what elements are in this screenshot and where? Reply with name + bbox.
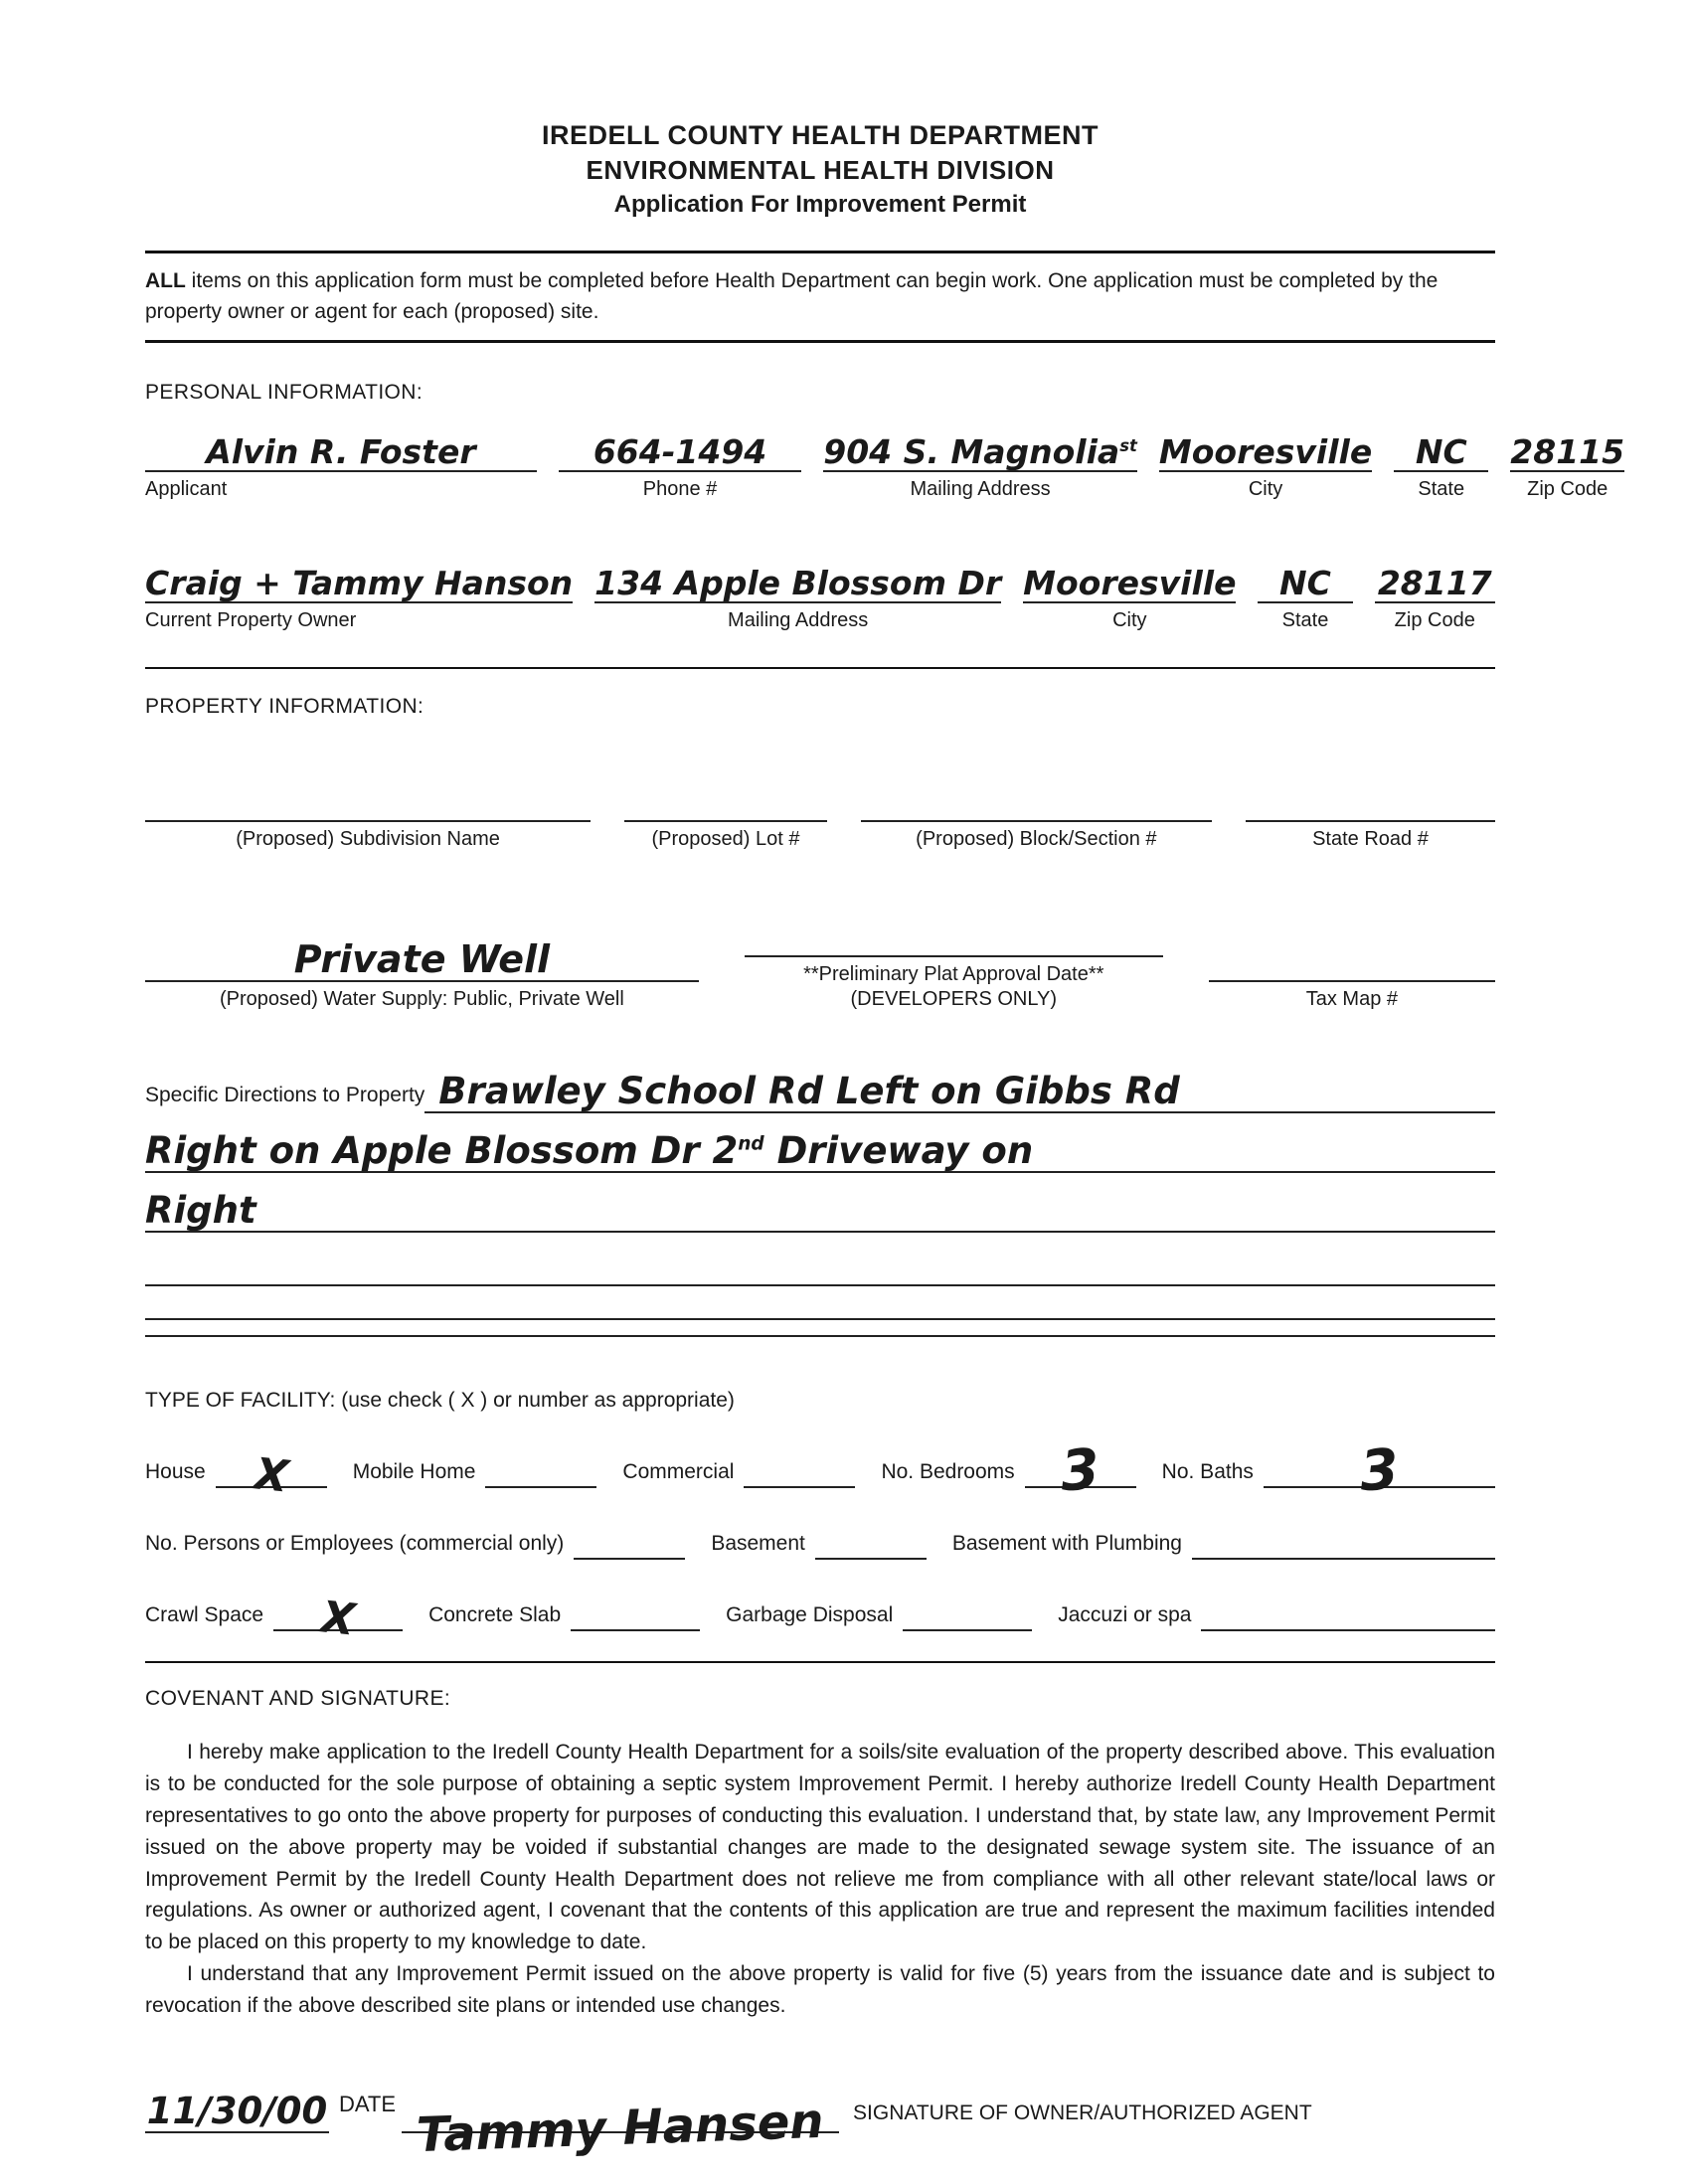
commercial-line [744,1456,855,1488]
directions-value-1: Brawley School Rd Left on Gibbs Rd [438,1069,1180,1112]
state-1-label: State [1418,477,1465,500]
city-1-line [1159,422,1372,472]
intro-lead-word: ALL [145,268,186,292]
mailing-address-1-value: 904 S. Magnolia [823,431,1120,471]
concrete-slab-label: Concrete Slab [428,1602,562,1626]
mobile-home-line [485,1456,596,1488]
field-plat-approval-date [745,908,1163,1012]
bedrooms-value: 3 [1058,1436,1102,1505]
plat-approval-label-line2: (DEVELOPERS ONLY) [850,987,1057,1010]
directions-value-3: Right [145,1188,256,1232]
intro-text: items on this application form must be completed before Health Department can begin work. One application must be completed by the property owner or agent for each (proposed) site. [145,268,1439,324]
state-1-line [1394,422,1488,472]
city-2-label: City [1112,608,1147,631]
directions-row-1 [145,1060,1495,1113]
phone-value: 664-1494 [593,431,767,471]
phone-label: Phone # [642,477,718,500]
field-city-2 [1023,554,1236,633]
owner-value: Craig + Tammy Hanson [145,563,574,602]
water-supply-row [145,908,1495,1012]
directions-row-2 [145,1119,1495,1173]
basement-line [815,1528,927,1560]
divider [145,1661,1495,1663]
persons-line [574,1528,685,1560]
house-value: X [252,1448,291,1503]
jaccuzi-label: Jaccuzi or spa [1058,1602,1192,1626]
city-1-value: Mooresville [1158,431,1373,471]
covenant-paragraph-2: I understand that any Improvement Permit issued on the above property is valid for five (5) years from the issuance date and is subject to revocation if the above described site plans or intended use changes. [145,1962,1495,2018]
field-state-2 [1258,554,1352,633]
divider [145,340,1495,343]
basement-label: Basement [711,1531,805,1555]
crawl-space-value: X [318,1592,358,1646]
directions-line-1 [424,1060,1495,1113]
mailing-address-1-line [823,422,1137,472]
basement-plumbing-label: Basement with Plumbing [951,1531,1182,1555]
city-2-line [1023,554,1236,603]
concrete-slab-line [571,1599,700,1631]
jaccuzi-line [1201,1599,1495,1631]
divider [145,667,1495,669]
field-tax-map [1209,932,1495,1012]
field-zip-2 [1375,554,1496,633]
date-line [145,2078,329,2133]
lot-label: (Proposed) Lot # [651,827,800,850]
page-title: Application For Improvement Permit [613,190,1027,218]
applicant-line [145,422,537,472]
directions-value-2-post: Driveway on [763,1128,1034,1172]
lot-line [624,788,827,822]
field-lot-number [624,788,827,852]
block-section-line [861,788,1212,822]
plat-approval-label-line1: **Preliminary Plat Approval Date** [803,962,1104,985]
state-1-value: NC [1415,431,1467,471]
water-supply-line [145,932,699,982]
mailing-address-2-label: Mailing Address [728,608,869,631]
personal-information-heading: PERSONAL INFORMATION: [145,380,424,404]
field-zip-1 [1510,422,1624,502]
bedrooms-label: No. Bedrooms [881,1459,1015,1483]
field-applicant [145,422,537,502]
water-supply-label: (Proposed) Water Supply: Public, Private Well [219,987,624,1010]
subdivision-line [145,788,591,822]
field-mailing-address-1 [823,422,1137,502]
house-line [216,1448,327,1503]
city-1-label: City [1248,477,1283,500]
directions-line-2 [145,1119,1495,1173]
plat-approval-label [745,957,1163,1012]
state-2-label: State [1281,608,1329,631]
garbage-disposal-line [903,1599,1032,1631]
commercial-label: Commercial [622,1459,735,1483]
bedrooms-line [1025,1436,1136,1505]
state-road-label: State Road # [1312,827,1429,850]
mobile-home-label: Mobile Home [352,1459,476,1483]
zip-1-value: 28115 [1510,431,1625,471]
state-road-line [1246,788,1495,822]
facility-heading-label: TYPE OF FACILITY: [145,1388,336,1412]
mailing-address-2-value: 134 Apple Blossom Dr [594,563,1002,602]
directions-value-2-sup: nd [738,1133,764,1155]
zip-2-value: 28117 [1377,563,1492,602]
facility-row-3 [145,1592,1495,1646]
subdivision-label: (Proposed) Subdivision Name [236,827,500,850]
state-2-value: NC [1279,563,1331,602]
plat-approval-line [745,908,1163,957]
field-city-1 [1159,422,1372,502]
state-2-line [1258,554,1352,603]
zip-1-label: Zip Code [1527,477,1609,500]
facility-heading-note: (use check ( X ) or number as appropriate) [341,1388,735,1412]
owner-row [145,554,1495,633]
baths-value: 3 [1357,1436,1402,1505]
header-department: IREDELL COUNTY HEALTH DEPARTMENT [541,120,1099,150]
field-block-section [861,788,1212,852]
garbage-disposal-label: Garbage Disposal [726,1602,894,1626]
field-mailing-address-2 [594,554,1001,633]
house-label: House [145,1459,206,1483]
owner-line [145,554,573,603]
document-header [145,117,1495,221]
baths-line [1264,1436,1495,1505]
signature-line [402,2078,839,2163]
facility-row-1 [145,1436,1495,1505]
directions-value-2: Right on Apple Blossom Dr 2 [145,1128,739,1172]
phone-line [559,422,801,472]
crawl-space-line [273,1592,403,1646]
applicant-value: Alvin R. Foster [206,431,476,471]
blank-line [145,1284,1495,1286]
subdivision-row [145,788,1495,852]
covenant-paragraph-1: I hereby make application to the Iredell County Health Department for a soils/site evaluation of the property described above. This evaluation is to be conducted for the sole purpose of obtaining a septic system Improvement Permit. I hereby authorize Iredell County Health Department representatives to go onto the above property for purposes of conducting this evaluation. I understand that, by state law, any Improvement Permit issued on the above property may be voided if substantial changes are made to the designated sewage system site. The issuance of an Improvement Permit by the Iredell County Health Department does not relieve me from compliance with all other relevant state/local laws or regulations. As owner or authorized agent, I covenant that the contents of this application are true and represent the maximum facilities intended to be placed on this property to my knowledge to date. [145,1740,1495,1954]
signature-value: Tammy Hansen [416,2093,825,2163]
city-2-value: Mooresville [1023,563,1237,602]
field-state-1 [1394,422,1488,502]
zip-2-label: Zip Code [1394,608,1475,631]
tax-map-line [1209,932,1495,982]
applicant-label: Applicant [145,477,228,500]
date-value: 11/30/00 [146,2090,328,2133]
field-water-supply [145,932,699,1012]
intro-paragraph [145,265,1495,328]
facility-row-2 [145,1528,1495,1560]
baths-label: No. Baths [1161,1459,1254,1483]
field-phone [559,422,801,502]
field-current-property-owner [145,554,573,633]
persons-label: No. Persons or Employees (commercial only) [145,1531,565,1555]
divider [145,251,1495,253]
zip-1-line [1510,422,1624,472]
covenant-heading: COVENANT AND SIGNATURE: [145,1686,451,1710]
directions-line-3 [145,1179,1495,1233]
owner-label: Current Property Owner [145,608,357,631]
directions-row-3 [145,1179,1495,1233]
mailing-address-2-line [594,554,1001,603]
header-division: ENVIRONMENTAL HEALTH DIVISION [586,155,1055,186]
directions-label: Specific Directions to Property [145,1083,425,1106]
signature-row [145,2078,1495,2163]
zip-2-line [1375,554,1496,603]
mailing-address-1-sup: st [1119,435,1137,455]
field-subdivision-name [145,788,591,852]
tax-map-label: Tax Map # [1305,987,1398,1010]
facility-heading [145,1389,1495,1413]
double-blank-line [145,1318,1495,1337]
mailing-address-1-label: Mailing Address [910,477,1051,500]
signature-label: SIGNATURE OF OWNER/AUTHORIZED AGENT [853,2101,1312,2125]
basement-plumbing-line [1192,1528,1495,1560]
applicant-row [145,422,1625,502]
field-state-road [1246,788,1495,852]
block-section-label: (Proposed) Block/Section # [916,827,1157,850]
crawl-space-label: Crawl Space [145,1602,264,1626]
water-supply-value: Private Well [293,936,551,981]
date-label: DATE [339,2092,397,2117]
property-information-heading: PROPERTY INFORMATION: [145,694,424,718]
